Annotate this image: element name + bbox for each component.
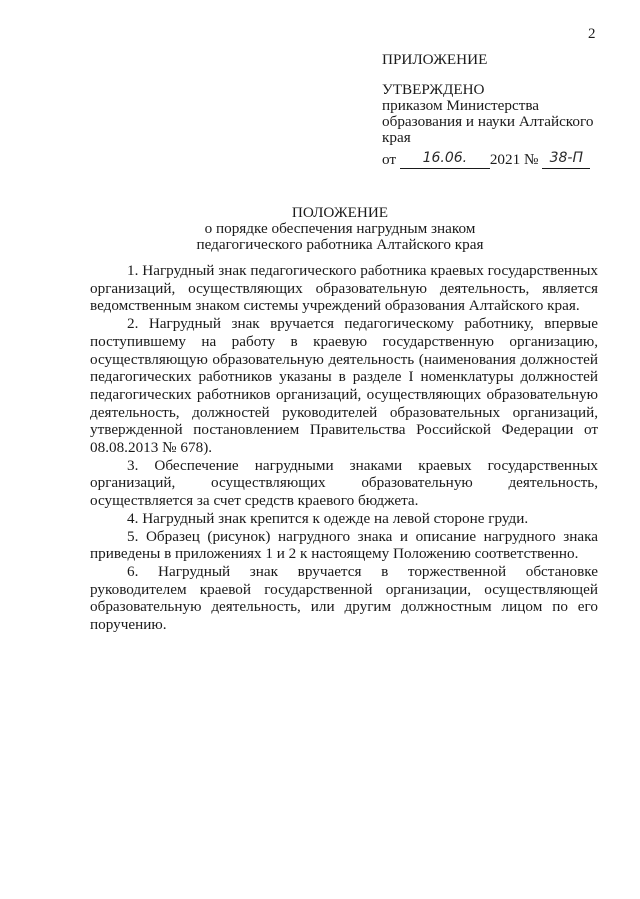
approved-line-2: образования и науки Алтайского (382, 113, 594, 130)
document-subtitle-1: о порядке обеспечения нагрудным знаком (204, 220, 476, 237)
approved-title: УТВЕРЖДЕНО (382, 81, 485, 98)
appendix-title: ПРИЛОЖЕНИЕ (382, 51, 488, 68)
document-body (90, 262, 598, 634)
year-and-number-label: 2021 № (489, 151, 539, 168)
handwritten-date: 16.06. (422, 150, 468, 166)
order-date-line (382, 152, 622, 169)
approved-line-1: приказом Министерства (382, 97, 540, 114)
page-number: 2 (588, 26, 596, 42)
approval-block (382, 52, 622, 169)
paragraph-6: 6. Нагрудный знак вручается в торжественной обстановке руководителем краевой государственной организации, осуществляющей образовательную деятельность, или другим должностным лицом по его поручению. (90, 562, 598, 634)
date-blank (400, 152, 490, 169)
document-title: ПОЛОЖЕНИЕ (291, 204, 389, 221)
handwritten-number: 38-П (549, 150, 583, 166)
paragraph-2: 2. Нагрудный знак вручается педагогическому работнику, впервые поступившему на работу в краевую государственную организацию, осуществляющую образовательную деятельность (наименования должностей педагогических работников указаны в разделе I номенклатуры должностей педагогических работников организаций, осуществляющих образовательную деятельность, должностей руководителей образовательных организаций, утвержденной постановлением Правительства Российской Федерации от 08.08.2013 № 678). (90, 315, 598, 457)
approved-line-3: края (382, 129, 411, 146)
paragraph-3: 3. Обеспечение нагрудными знаками краевых государственных организаций, осуществляющих образовательную деятельность, осуществляется за счет средств краевого бюджета. (90, 456, 598, 510)
date-prefix: от (382, 151, 397, 168)
paragraph-5: 5. Образец (рисунок) нагрудного знака и описание нагрудного знака приведены в приложениях 1 и 2 к настоящему Положению соответственно. (90, 527, 598, 563)
number-blank (542, 152, 590, 169)
document-subtitle-2: педагогического работника Алтайского края (196, 236, 484, 253)
paragraph-1: 1. Нагрудный знак педагогического работника краевых государственных организаций, осуществляющих образовательную деятельность, является ведомственным знаком системы учреждений образования Алтайского края. (90, 262, 598, 315)
document-heading (170, 205, 510, 253)
paragraph-4: 4. Нагрудный знак крепится к одежде на левой стороне груди. (127, 509, 529, 527)
